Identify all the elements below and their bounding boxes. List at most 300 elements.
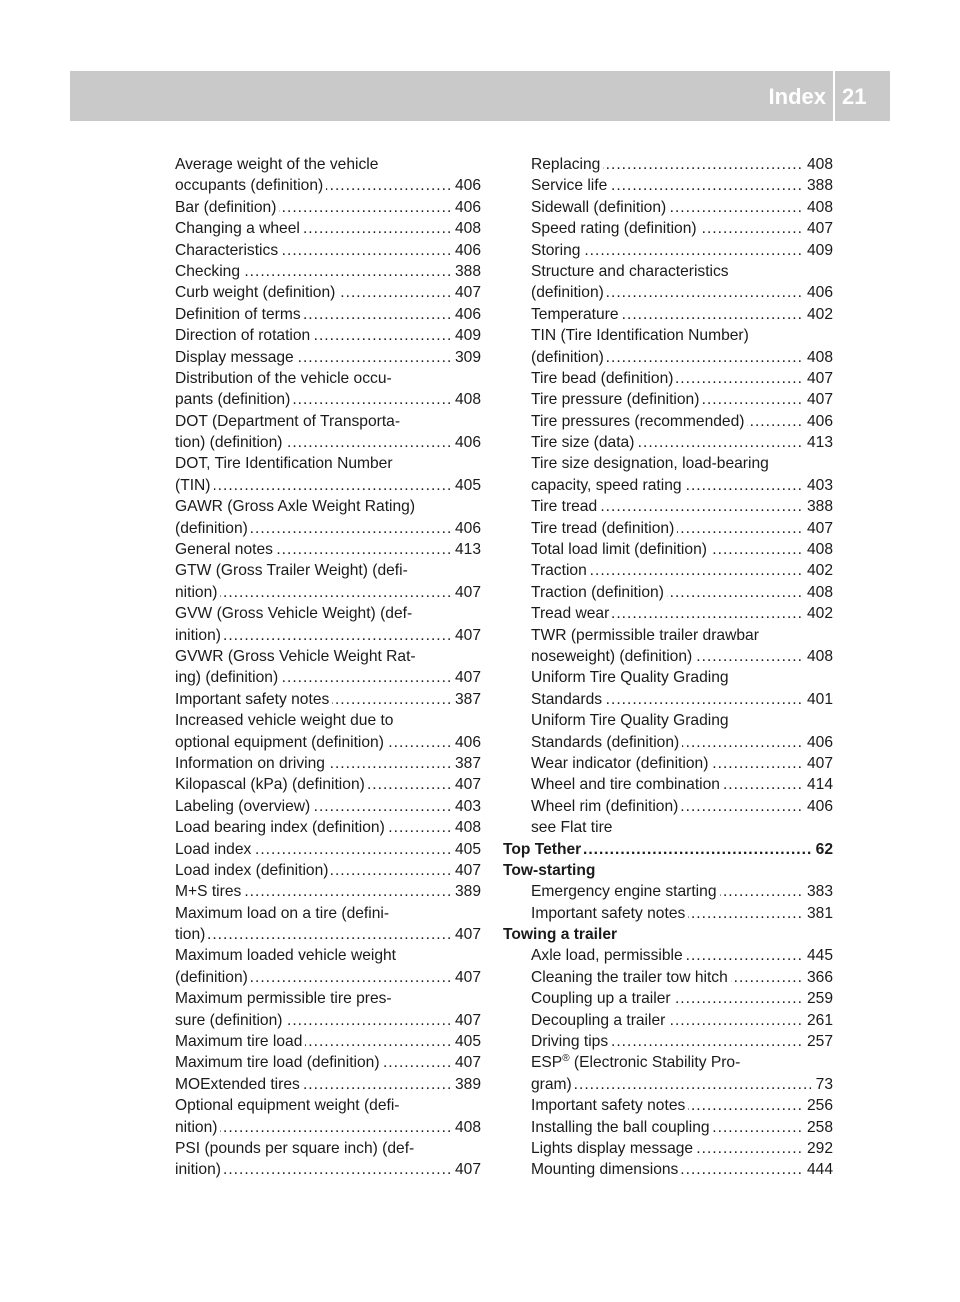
index-entry-page[interactable]: 406 — [802, 796, 833, 817]
index-entry-term-text: Sidewall (definition) — [531, 198, 667, 216]
index-entry — [175, 389, 481, 410]
index-entry — [175, 988, 481, 1009]
index-entry-term-text: noseweight) (definition) — [531, 647, 693, 665]
index-entry-term — [175, 1140, 417, 1157]
index-entry — [175, 646, 481, 667]
index-entry-term-text: Load index — [175, 840, 252, 858]
index-entry-term-text: Replacing — [531, 156, 601, 173]
index-entry-page[interactable]: 413 — [802, 432, 833, 453]
index-entry — [503, 154, 833, 175]
index-entry-term — [531, 562, 590, 579]
index-entry-page[interactable]: 407 — [450, 625, 481, 646]
index-entry-term-text: (definition) — [531, 284, 604, 302]
index-entry-term-text: (definition) — [175, 968, 248, 986]
index-entry-term-text: ESP — [531, 1054, 563, 1072]
index-entry-term-text: Important safety notes — [531, 904, 686, 922]
index-entry-term-text: Labeling (overview) — [175, 797, 311, 815]
index-entry-page[interactable]: 406 — [450, 518, 481, 539]
index-entry-page[interactable]: 406 — [450, 197, 481, 218]
index-entry-term-text: Checking — [175, 262, 241, 280]
index-entry-page[interactable]: 408 — [450, 817, 481, 838]
index-entry-page[interactable]: 73 — [811, 1074, 833, 1095]
index-entry-term-text: Storing — [531, 241, 581, 259]
index-entry-page[interactable]: 258 — [802, 1117, 833, 1138]
index-entry-page[interactable]: 261 — [802, 1010, 833, 1031]
index-entry-page[interactable]: 407 — [802, 753, 833, 774]
index-entry — [175, 817, 481, 838]
index-entry — [503, 518, 833, 539]
index-entry-page[interactable]: 389 — [450, 1074, 481, 1095]
index-entry-page[interactable]: 256 — [802, 1095, 833, 1116]
index-entry-term — [531, 990, 674, 1007]
index-entry-term — [175, 541, 276, 558]
index-entry-page[interactable]: 309 — [450, 347, 481, 368]
index-entry-term-text: Coupling up a trailer — [531, 990, 671, 1008]
index-entry-term — [175, 477, 214, 494]
index-entry-term — [531, 327, 752, 344]
index-entry-term-text: Optional equipment weight (defi- — [175, 1097, 400, 1115]
index-entry — [175, 689, 481, 710]
index-entry-page[interactable]: 408 — [802, 154, 833, 175]
index-entry-term — [175, 584, 220, 601]
index-entry — [175, 539, 481, 560]
index-entry-term — [175, 1097, 403, 1114]
index-entry — [503, 839, 833, 860]
index-entry-term — [175, 1012, 285, 1029]
index-entry — [503, 432, 833, 453]
index-entry-term-text: Installing the ball coupling — [531, 1118, 710, 1136]
index-entry — [175, 304, 481, 325]
index-entry — [503, 582, 833, 603]
index-entry-term — [531, 177, 610, 194]
index-entry-page[interactable]: 407 — [450, 1052, 481, 1073]
index-entry-term — [175, 841, 254, 858]
index-entry — [175, 667, 481, 688]
index-entry — [503, 1159, 833, 1180]
index-entry-term — [175, 498, 418, 515]
index-entry-term-text: (TIN) — [175, 476, 211, 494]
index-entry-page[interactable]: 445 — [802, 945, 833, 966]
index-entry-term — [531, 520, 677, 537]
index-entry — [175, 753, 481, 774]
index-entry — [503, 1117, 833, 1138]
index-entry-page[interactable]: 383 — [802, 881, 833, 902]
index-entry — [175, 1031, 481, 1052]
index-entry — [175, 347, 481, 368]
index-entry-page[interactable]: 408 — [802, 197, 833, 218]
index-entry-term — [175, 819, 388, 836]
index-entry-term — [175, 349, 297, 366]
index-entry-term-text: (definition) — [175, 519, 248, 537]
index-entry-term — [531, 969, 731, 986]
index-entry — [503, 453, 833, 474]
index-entry-page[interactable]: 408 — [802, 539, 833, 560]
index-entry-term-text: Towing a trailer — [503, 926, 618, 944]
index-entry-term-text: Traction (definition) — [531, 583, 664, 601]
index-entry-term — [175, 370, 395, 387]
index-entry-page[interactable]: 409 — [450, 325, 481, 346]
index-entry-page[interactable]: 406 — [802, 411, 833, 432]
index-entry — [175, 903, 481, 924]
section-title: Index — [768, 84, 826, 109]
index-entry-page[interactable]: 407 — [450, 582, 481, 603]
index-entry-term — [531, 263, 732, 280]
index-entry — [503, 988, 833, 1009]
index-entry-term — [531, 1076, 575, 1093]
index-entry-term-text: Wheel rim (definition) — [531, 797, 679, 815]
index-entry-term — [531, 755, 711, 772]
index-entry-term — [531, 669, 732, 686]
index-entry-term — [531, 220, 700, 237]
index-entry-term — [531, 1033, 611, 1050]
index-entry — [503, 560, 833, 581]
index-entry — [175, 967, 481, 988]
index-entry-page[interactable]: 408 — [802, 582, 833, 603]
index-entry-term — [175, 712, 396, 729]
index-entry-term-text: Bar (definition) — [175, 198, 277, 216]
index-entry — [503, 539, 833, 560]
index-entry — [175, 453, 481, 474]
index-entry-term-text: (Electronic Stability Pro- — [569, 1054, 741, 1072]
index-entry-term — [175, 413, 403, 430]
index-entry-term — [175, 327, 313, 344]
index-entry-term-text: General notes — [175, 541, 273, 559]
index-entry — [175, 175, 481, 196]
index-entry-page[interactable]: 407 — [450, 774, 481, 795]
index-entry — [175, 496, 481, 517]
registered-mark: ® — [562, 1053, 570, 1065]
index-entry-term-text: Standards (definition) — [531, 733, 680, 751]
index-entry — [503, 667, 833, 688]
index-entry-term — [175, 1119, 220, 1136]
index-entry-page[interactable]: 407 — [450, 1010, 481, 1031]
index-entry — [503, 1138, 833, 1159]
index-entry-term — [175, 263, 243, 280]
index-entry-page[interactable]: 406 — [450, 432, 481, 453]
index-entry-term-text: see Flat tire — [531, 819, 613, 837]
index-entry-term — [531, 798, 681, 815]
index-entry-term-text: TWR (permissible trailer drawbar — [531, 626, 759, 644]
index-entry-term-text: M+S tires — [175, 883, 242, 901]
index-entry-page[interactable]: 389 — [450, 881, 481, 902]
index-entry-term — [175, 969, 251, 986]
index-entry-term-text: Wear indicator (definition) — [531, 754, 709, 772]
index-entry-page[interactable]: 388 — [802, 175, 833, 196]
index-entry-page[interactable]: 388 — [450, 261, 481, 282]
index-entry-term-text: capacity, speed rating — [531, 476, 682, 494]
index-entry — [503, 368, 833, 389]
index-entry-term-text: Traction — [531, 562, 587, 580]
index-entry — [503, 475, 833, 496]
index-entry — [175, 432, 481, 453]
index-entry-term-text: Maximum loaded vehicle weight — [175, 947, 397, 965]
index-entry-term-text: Load bearing index (definition) — [175, 819, 385, 837]
index-entry-term-text: gram) — [531, 1075, 572, 1093]
index-entry-term-text: Top Tether — [503, 840, 582, 858]
index-entry — [175, 560, 481, 581]
index-entry-page[interactable]: 414 — [802, 774, 833, 795]
index-entry-term — [175, 1054, 383, 1071]
index-entry-term — [531, 819, 615, 836]
index-entry — [175, 197, 481, 218]
index-entry — [503, 389, 833, 410]
index-entry-term — [503, 862, 598, 879]
index-entry-term — [175, 520, 251, 537]
index-entry-page[interactable]: 406 — [450, 304, 481, 325]
index-entry-term — [175, 562, 411, 579]
index-entry-term-text: Load index (definition) — [175, 861, 329, 879]
index-entry-page[interactable]: 406 — [802, 282, 833, 303]
index-entry-term — [531, 883, 720, 900]
index-entry-page[interactable]: 407 — [802, 368, 833, 389]
index-entry — [175, 1159, 481, 1180]
index-entry-term-text: inition) — [175, 1161, 221, 1179]
index-entry-term — [175, 1076, 303, 1093]
index-entry-term-text: inition) — [175, 626, 221, 644]
index-entry — [175, 1052, 481, 1073]
index-entry-page[interactable]: 292 — [802, 1138, 833, 1159]
index-entry-term — [175, 755, 328, 772]
index-entry — [175, 411, 481, 432]
index-entry — [175, 325, 481, 346]
index-entry — [175, 1138, 481, 1159]
index-entry-term-text: Tire size (data) — [531, 434, 635, 452]
index-entry-term — [531, 947, 686, 964]
index-entry-page[interactable]: 409 — [802, 240, 833, 261]
index-entry — [503, 304, 833, 325]
index-entry-page[interactable]: 405 — [450, 1031, 481, 1052]
index-entry — [503, 646, 833, 667]
index-entry-page[interactable]: 407 — [450, 282, 481, 303]
index-entry-term — [531, 1161, 681, 1178]
index-entry-term-text: Tread wear — [531, 605, 610, 623]
index-entry-page[interactable]: 407 — [450, 967, 481, 988]
index-entry-page[interactable]: 62 — [811, 839, 833, 860]
index-entry-term-text: DOT, Tire Identification Number — [175, 455, 393, 473]
index-entry-page[interactable]: 387 — [450, 753, 481, 774]
index-entry-term — [531, 905, 688, 922]
index-entry-term-text: Important safety notes — [531, 1097, 686, 1115]
index-entry-term — [531, 1054, 743, 1071]
index-entry — [503, 924, 833, 945]
index-entry-term — [531, 691, 605, 708]
index-entry-page[interactable]: 406 — [450, 175, 481, 196]
index-entry — [175, 603, 481, 624]
index-entry-term-text: Emergency engine starting — [531, 883, 717, 901]
index-entry-page[interactable]: 407 — [450, 1159, 481, 1180]
index-entry-page[interactable]: 413 — [450, 539, 481, 560]
index-entry-term-text: Lights display message — [531, 1139, 694, 1157]
index-entry-page[interactable]: 405 — [450, 475, 481, 496]
index-entry-term-text: Characteristics — [175, 241, 279, 259]
index-entry — [503, 261, 833, 282]
index-entry-page[interactable]: 407 — [450, 667, 481, 688]
index-entry-term — [175, 627, 224, 644]
index-entry-term-text: Display message — [175, 348, 294, 366]
index-entry-term — [531, 349, 607, 366]
index-entry-term-text: Tire pressures (recommended) — [531, 412, 745, 430]
index-entry-term — [503, 841, 584, 858]
index-entry-term — [175, 605, 415, 622]
index-entry-page[interactable]: 257 — [802, 1031, 833, 1052]
index-entry — [175, 1117, 481, 1138]
index-entry-term-text: Tire tread (definition) — [531, 519, 675, 537]
index-entry-term-text: sure (definition) — [175, 1011, 283, 1029]
index-entry-term — [531, 541, 710, 558]
index-entry — [175, 1095, 481, 1116]
index-entry-term — [531, 413, 747, 430]
index-entry-term-text: Decoupling a trailer — [531, 1011, 666, 1029]
page-number: 21 — [842, 84, 867, 109]
index-entry-term-text: Increased vehicle weight due to — [175, 712, 394, 730]
index-entry-term-text: Wheel and tire combination — [531, 776, 720, 794]
index-entry — [503, 860, 833, 881]
index-entry-term — [531, 648, 695, 665]
index-entry-term — [531, 498, 600, 515]
index-entry-page[interactable]: 403 — [802, 475, 833, 496]
index-entry-term-text: TIN (Tire Identification Number) — [531, 327, 749, 345]
index-entry — [175, 881, 481, 902]
index-entry — [175, 518, 481, 539]
index-entry-term-text: nition) — [175, 1118, 218, 1136]
index-entry-term-text: Distribution of the vehicle occu- — [175, 369, 392, 387]
index-entry-page[interactable]: 408 — [802, 646, 833, 667]
index-entry-page[interactable]: 366 — [802, 967, 833, 988]
index-entry — [503, 282, 833, 303]
index-entry-page[interactable]: 407 — [802, 218, 833, 239]
index-entry-page[interactable]: 407 — [802, 389, 833, 410]
index-entry-term-text: ing) (definition) — [175, 669, 279, 687]
index-entry-term — [531, 455, 772, 472]
index-entry-page[interactable]: 381 — [802, 903, 833, 924]
index-entry-term-text: Maximum tire load (definition) — [175, 1054, 380, 1072]
index-entry-term — [175, 862, 331, 879]
index-entry-term — [175, 669, 281, 686]
index-entry-page[interactable]: 402 — [802, 603, 833, 624]
index-entry — [175, 945, 481, 966]
index-entry-term-text: Cleaning the trailer tow hitch — [531, 968, 728, 986]
index-entry — [175, 154, 481, 175]
index-entry-term-text: Tire size designation, load-bearing — [531, 455, 769, 473]
index-entry-term-text: GVWR (Gross Vehicle Weight Rat- — [175, 647, 416, 665]
index-entry-page[interactable]: 408 — [450, 218, 481, 239]
index-entry — [503, 175, 833, 196]
index-entry — [503, 817, 833, 838]
index-entry-term — [531, 306, 622, 323]
index-entry-page[interactable]: 402 — [802, 304, 833, 325]
index-entry-page[interactable]: 402 — [802, 560, 833, 581]
index-entry-term-text: tion) — [175, 926, 206, 944]
index-entry — [503, 1010, 833, 1031]
index-entry-page[interactable]: 259 — [802, 988, 833, 1009]
index-entry-term-text: pants (definition) — [175, 391, 291, 409]
index-entry-term — [531, 284, 607, 301]
index-entry — [503, 796, 833, 817]
index-entry-term-text: GVW (Gross Vehicle Weight) (def- — [175, 605, 413, 623]
index-entry — [503, 1031, 833, 1052]
index-entry-term — [531, 712, 732, 729]
index-entry-term — [531, 391, 702, 408]
index-entry-page[interactable]: 407 — [450, 860, 481, 881]
index-entry-term-text: Maximum permissible tire pres- — [175, 990, 392, 1008]
index-entry-term — [175, 648, 419, 665]
index-entry-term-text: Definition of terms — [175, 305, 301, 323]
index-entry-term — [175, 926, 208, 943]
index-entry-term — [175, 1161, 224, 1178]
index-entry-term-text: Axle load, permissible — [531, 947, 683, 965]
index-entry-term-text: Important safety notes — [175, 690, 330, 708]
index-entry-page[interactable]: 408 — [450, 389, 481, 410]
index-entry — [503, 240, 833, 261]
index-entry — [175, 625, 481, 646]
index-entry — [503, 732, 833, 753]
index-entry-term — [175, 220, 303, 237]
index-entry — [503, 496, 833, 517]
index-entry-page[interactable]: 408 — [802, 347, 833, 368]
index-entry-term-text: Structure and characteristics — [531, 262, 729, 280]
index-entry-term-text: Direction of rotation — [175, 327, 311, 345]
index-entry-term — [175, 199, 279, 216]
index-entry-term — [531, 627, 762, 644]
index-entry — [175, 240, 481, 261]
index-entry-term — [175, 284, 338, 301]
index-entry — [175, 368, 481, 389]
index-entry-page[interactable]: 407 — [802, 518, 833, 539]
index-entry-term — [175, 776, 368, 793]
index-entry-term-text: Maximum load on a tire (defini- — [175, 904, 390, 922]
index-entry-page[interactable]: 401 — [802, 689, 833, 710]
index-entry-term — [531, 242, 583, 259]
index-entry-term — [531, 156, 603, 173]
index-entry — [503, 774, 833, 795]
index-entry-term — [175, 905, 392, 922]
index-entry — [503, 625, 833, 646]
index-entry-term — [175, 798, 313, 815]
index-entry-term-text: Information on driving — [175, 754, 325, 772]
index-entry — [175, 261, 481, 282]
index-entry-page[interactable]: 403 — [450, 796, 481, 817]
index-entry — [175, 1010, 481, 1031]
index-entry-term — [503, 926, 620, 943]
index-entry-term — [531, 1097, 688, 1114]
index-entry-page[interactable]: 387 — [450, 689, 481, 710]
index-entry-page[interactable]: 406 — [450, 240, 481, 261]
index-entry-page[interactable]: 388 — [802, 496, 833, 517]
index-entry-term — [175, 1033, 305, 1050]
index-entry — [503, 1095, 833, 1116]
index-entry-term-text: GTW (Gross Trailer Weight) (defi- — [175, 562, 408, 580]
index-entry-page[interactable]: 408 — [450, 1117, 481, 1138]
index-entry-term-text: Standards — [531, 690, 603, 708]
index-entry-term — [175, 156, 381, 173]
index-entry-term — [531, 734, 682, 751]
index-entry — [175, 1074, 481, 1095]
index-entry-page[interactable]: 407 — [450, 924, 481, 945]
index-entry-term-text: Average weight of the vehicle — [175, 156, 379, 173]
index-entry — [503, 347, 833, 368]
index-entry-page[interactable]: 405 — [450, 839, 481, 860]
index-entry-term — [175, 434, 285, 451]
index-entry-page[interactable]: 406 — [450, 732, 481, 753]
index-entry — [503, 881, 833, 902]
index-entry-page[interactable]: 406 — [802, 732, 833, 753]
index-entry-page[interactable]: 444 — [802, 1159, 833, 1180]
index-entry — [503, 689, 833, 710]
index-entry — [175, 282, 481, 303]
index-entry-term — [175, 391, 293, 408]
index-entry-term — [531, 584, 667, 601]
index-entry — [175, 796, 481, 817]
